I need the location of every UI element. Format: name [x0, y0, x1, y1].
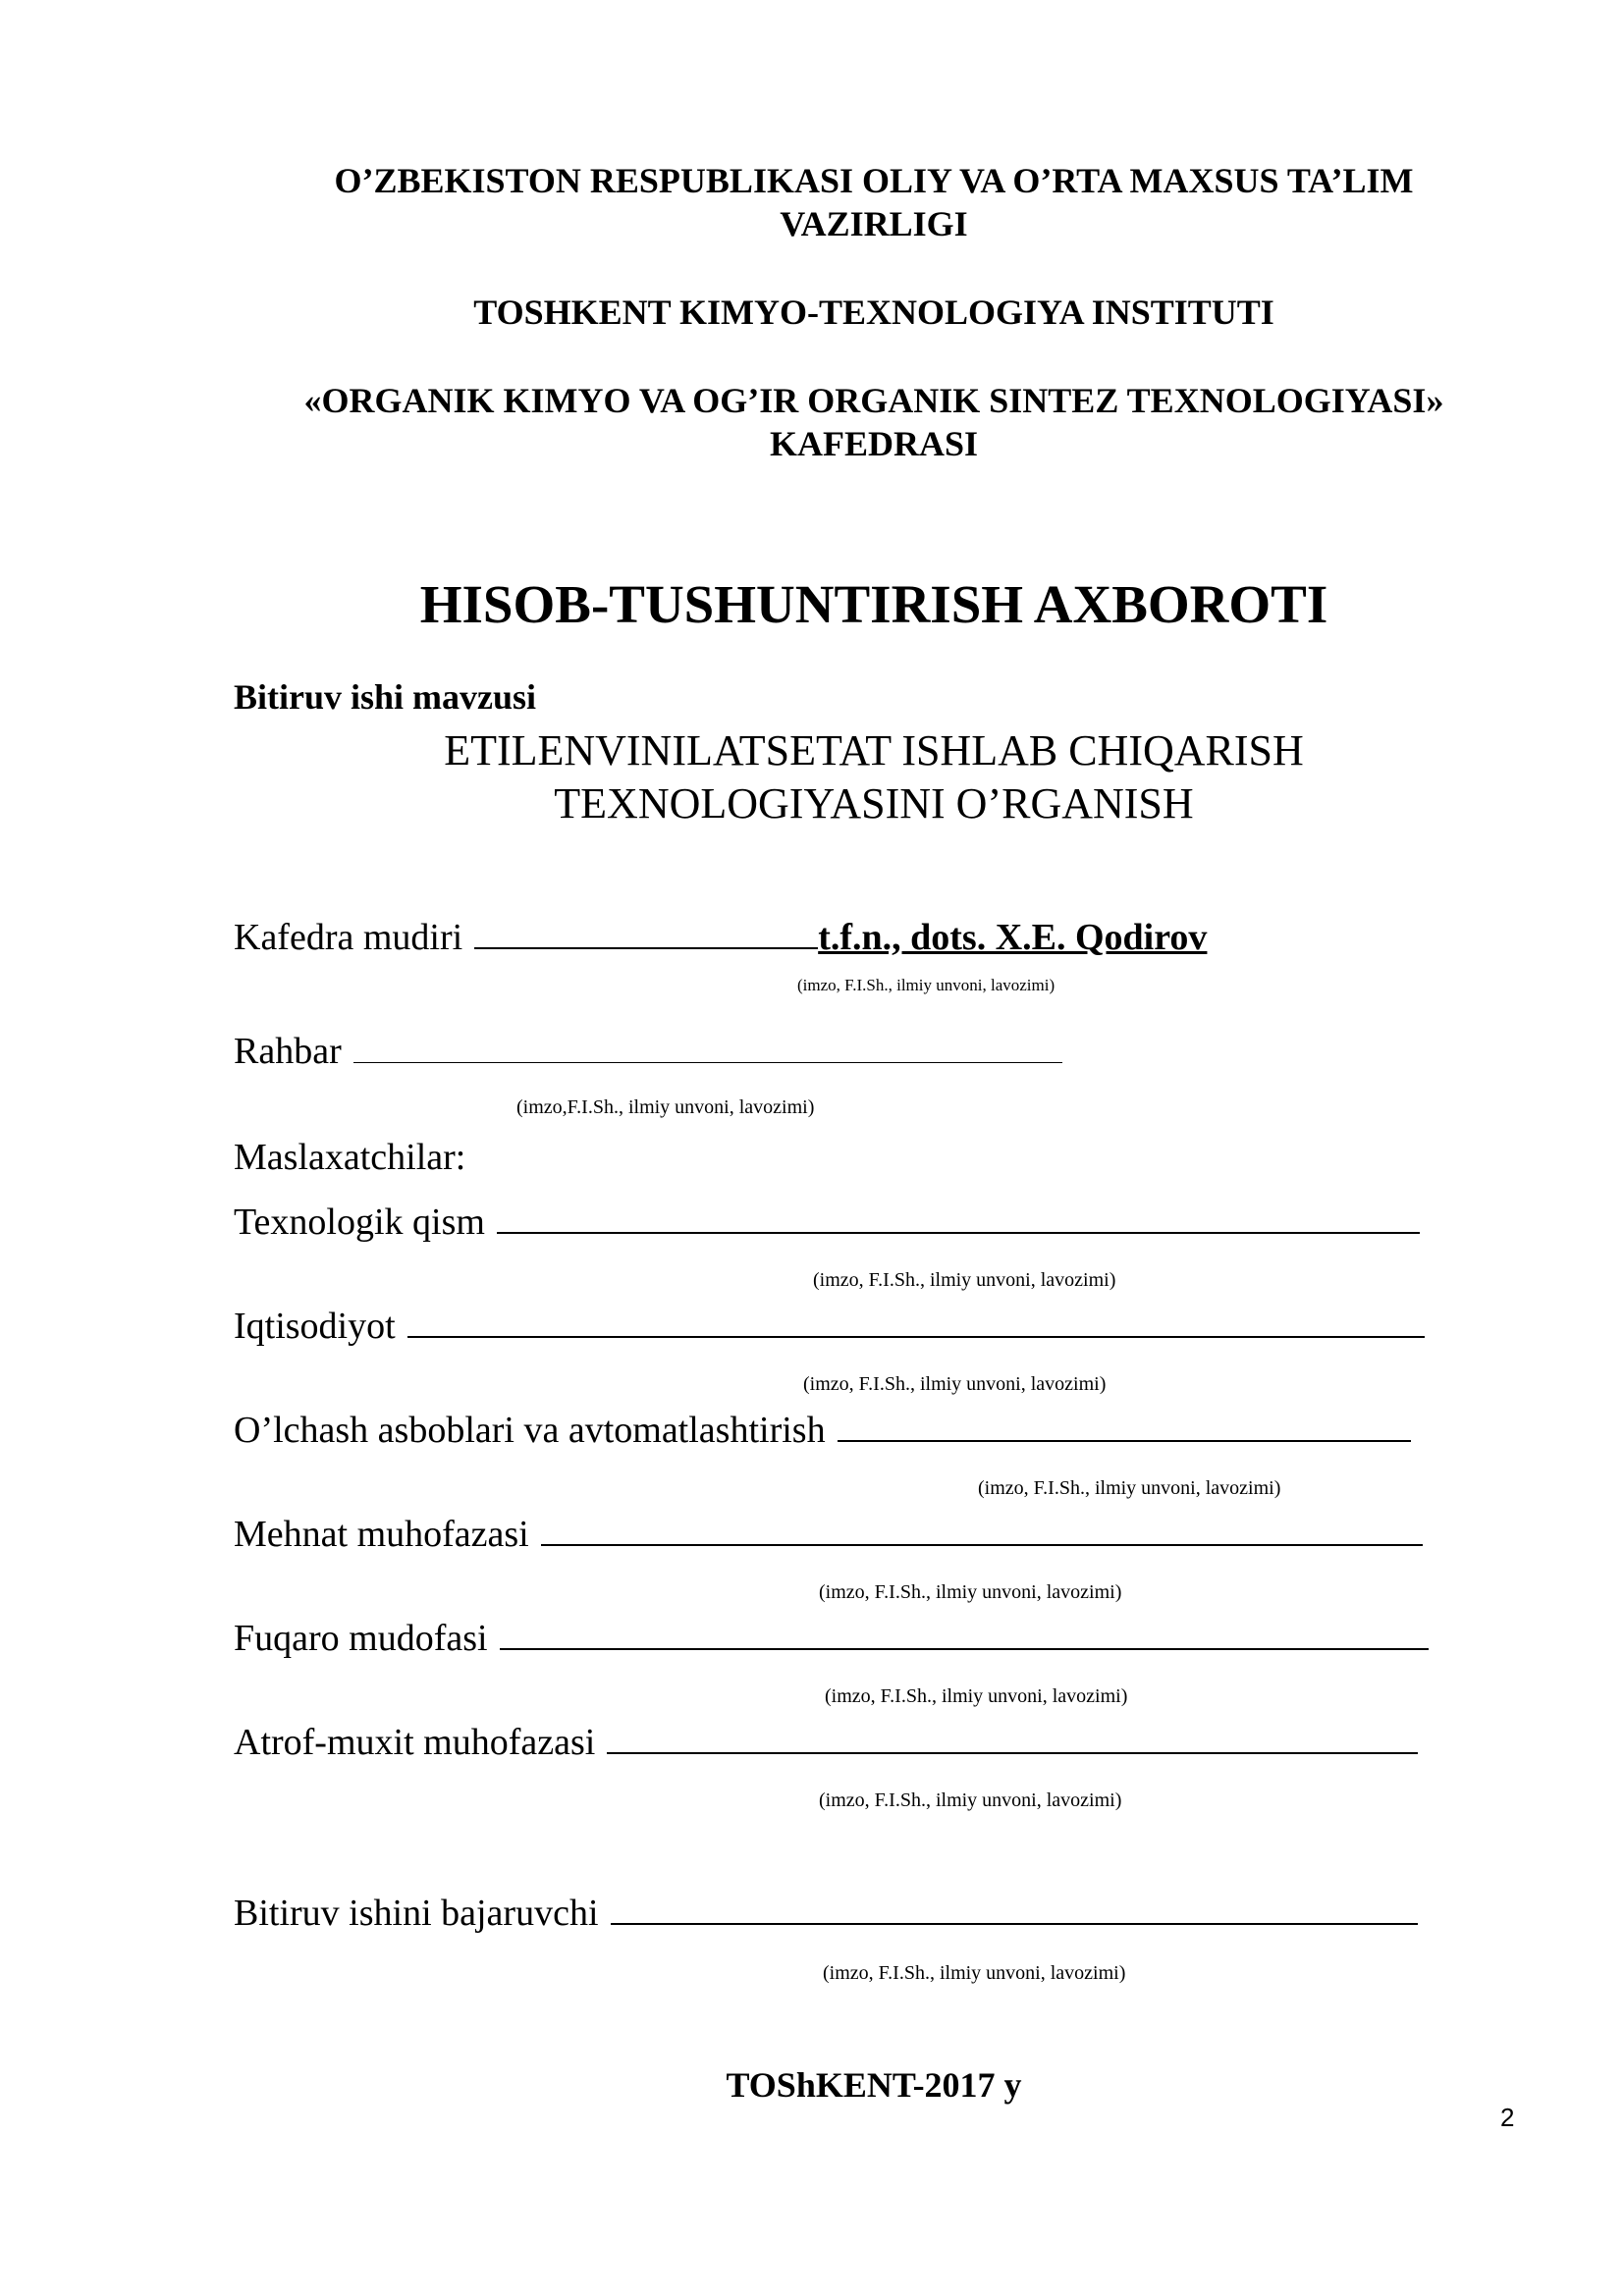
student-signature-line — [611, 1894, 1418, 1925]
department-line-2: KAFEDRASI — [769, 424, 979, 463]
consultant-caption: (imzo, F.I.Sh., ilmiy unvoni, lavozimi) — [978, 1477, 1281, 1499]
institute-name: TOSHKENT KIMYO-TEXNOLOGIYA INSTITUTI — [473, 293, 1274, 332]
consultant-row-environment — [234, 1720, 1418, 1765]
consultant-row-economics — [234, 1304, 1425, 1349]
page-number: 2 — [1500, 2103, 1515, 2132]
consultant-signature-line — [541, 1515, 1423, 1546]
student-row — [234, 1891, 1418, 1936]
topic-title — [226, 724, 1522, 830]
head-caption: (imzo, F.I.Sh., ilmiy unvoni, lavozimi) — [797, 976, 1056, 994]
student-label: Bitiruv ishini bajaruvchi — [234, 1893, 599, 1934]
consultant-label: Fuqaro mudofasi — [234, 1618, 488, 1659]
topic-line-2: TEXNOLOGIYASINI O’RGANISH — [554, 779, 1194, 828]
consultant-row-technology — [234, 1200, 1420, 1245]
consultant-signature-line — [838, 1411, 1411, 1442]
consultants-label: Maslaxatchilar: — [234, 1137, 466, 1178]
head-of-department-row — [234, 915, 1207, 960]
city-year: TOShKENT-2017 y — [726, 2065, 1022, 2105]
supervisor-label: Rahbar — [234, 1031, 342, 1072]
student-caption: (imzo, F.I.Sh., ilmiy unvoni, lavozimi) — [823, 1962, 1126, 1984]
supervisor-row — [234, 1029, 1062, 1074]
head-of-department-label: Kafedra mudiri — [234, 917, 463, 958]
consultant-label: Iqtisodiyot — [234, 1306, 396, 1347]
consultant-label: Texnologik qism — [234, 1201, 485, 1243]
ministry-line-1: O’ZBEKISTON RESPUBLIKASI OLIY VA O’RTA MAXSUS TA’LIM — [334, 161, 1414, 200]
consultant-caption: (imzo, F.I.Sh., ilmiy unvoni, lavozimi) — [813, 1269, 1116, 1291]
consultant-signature-line — [497, 1202, 1420, 1234]
supervisor-caption: (imzo,F.I.Sh., ilmiy unvoni, lavozimi) — [516, 1096, 815, 1118]
consultant-row-instrumentation — [234, 1408, 1411, 1453]
consultant-caption: (imzo, F.I.Sh., ilmiy unvoni, lavozimi) — [803, 1373, 1107, 1395]
topic-line-1: ETILENVINILATSETAT ISHLAB CHIQARISH — [444, 726, 1304, 774]
consultant-row-labor-safety — [234, 1512, 1423, 1557]
consultant-row-civil-defense — [234, 1616, 1429, 1661]
consultant-label: Mehnat muhofazasi — [234, 1514, 529, 1555]
consultant-label: O’lchash asboblari va avtomatlashtirish — [234, 1410, 826, 1451]
supervisor-signature-line — [353, 1033, 1062, 1063]
consultant-label: Atrof-muxit muhofazasi — [234, 1722, 596, 1763]
consultant-caption: (imzo, F.I.Sh., ilmiy unvoni, lavozimi) — [819, 1581, 1122, 1603]
document-title: HISOB-TUSHUNTIRISH AXBOROTI — [419, 574, 1328, 634]
ministry-line-2: VAZIRLIGI — [780, 204, 968, 243]
head-signature-line — [474, 918, 818, 949]
consultant-caption: (imzo, F.I.Sh., ilmiy unvoni, lavozimi) — [819, 1789, 1122, 1811]
consultant-signature-line — [500, 1619, 1429, 1650]
consultant-signature-line — [407, 1307, 1425, 1338]
department-header — [226, 379, 1522, 465]
consultant-caption: (imzo, F.I.Sh., ilmiy unvoni, lavozimi) — [825, 1685, 1128, 1707]
ministry-header — [226, 159, 1522, 245]
head-of-department-name: t.f.n., dots. X.E. Qodirov — [818, 917, 1208, 958]
consultant-signature-line — [607, 1723, 1418, 1754]
topic-label: Bitiruv ishi mavzusi — [234, 677, 537, 717]
department-line-1: «ORGANIK KIMYO VA OG’IR ORGANIK SINTEZ TEXNOLOGIYASI» — [303, 381, 1444, 420]
